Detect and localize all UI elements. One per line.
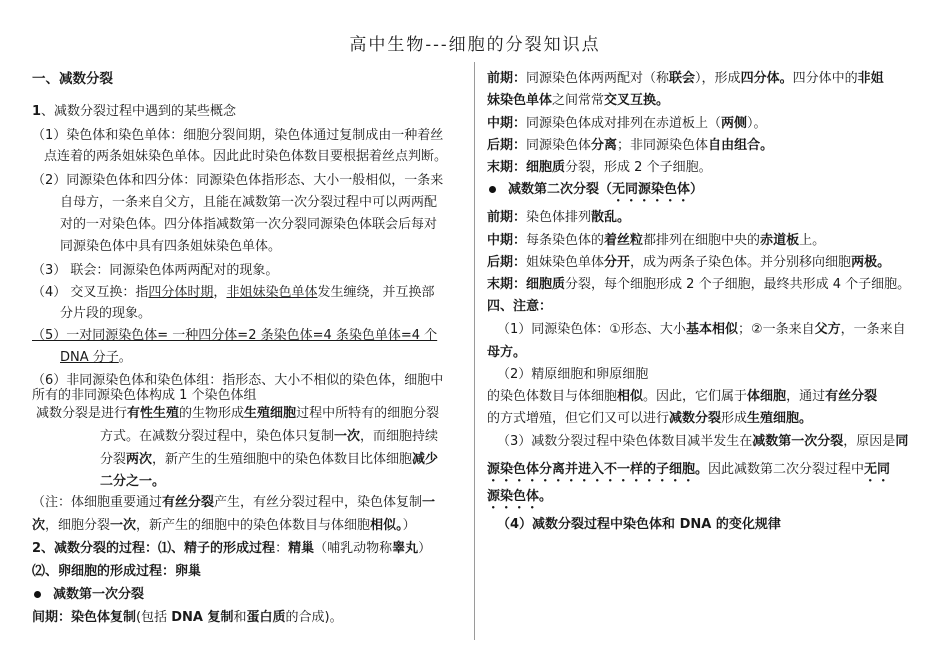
concept-4-nonsister: 非姐妹染色单体 <box>226 285 318 300</box>
anaphase-1-label: 后期： <box>487 138 527 153</box>
def-text-3: 过程中所特有的细胞分裂 <box>296 406 440 421</box>
separate-word: 分离 <box>591 138 618 153</box>
def-text-6: 分裂 <box>100 452 127 467</box>
def-germ-cell: 生殖细胞 <box>244 406 297 421</box>
r8-text-1: 姐妹染色单体 <box>526 255 605 270</box>
prophase-1-label: 前期： <box>487 71 527 86</box>
r5-text: 分裂，形成 2 个子细胞。 <box>565 160 712 175</box>
note-3-line-1 <box>497 433 908 451</box>
metaphase-1-label: 中期： <box>487 116 527 131</box>
concept-2-line-3: 对的一对染色体。四分体指减数第一次分裂同源染色体联会后每对 <box>60 217 438 232</box>
note-line-2 <box>32 517 416 535</box>
sperm-formation: ⑴、精子的形成过程 <box>158 541 276 556</box>
note-1-line-1 <box>497 321 906 339</box>
telophase-2-label: 末期： <box>487 277 527 292</box>
n2-text-3: ，通过 <box>786 389 826 404</box>
concept-6-line-1: （6）非同源染色体和染色体组：指形态、大小不相似的染色体，细胞中 <box>32 373 444 388</box>
meiosis-two-label: 减数第二次分裂（ <box>508 182 613 197</box>
meiosis-definition-line-3 <box>100 451 438 469</box>
concepts-heading-text: 、减数分裂过程中遇到的某些概念 <box>41 104 237 119</box>
tetrad-word: 四分体。 <box>740 71 793 86</box>
similar-word: 相似 <box>617 389 644 404</box>
egg-formation <box>32 563 201 581</box>
homologous-separate: 源染色体分离并进入不一样的子细胞。 <box>487 462 709 477</box>
note-text-4: ，新产生的细胞中的染色体数目与体细胞 <box>136 518 371 533</box>
concept-4-line-1 <box>32 284 434 302</box>
anaphase-1 <box>487 137 773 155</box>
def-reduce: 减少 <box>412 452 439 467</box>
r3-text: 同源染色体成对排列在赤道板上（ <box>526 116 722 131</box>
concept-2-line-2: 自母方，一条来自父方，且能在减数第一次分裂过程中可以两两配 <box>60 195 438 210</box>
mammal-note-close: ） <box>418 541 432 556</box>
bullet-icon <box>34 591 41 598</box>
mitosis-word: 有丝分裂 <box>825 389 878 404</box>
interphase-text-1: (包括 <box>136 610 172 625</box>
interphase-and: 和 <box>233 610 247 625</box>
metaphase-2 <box>487 232 825 250</box>
homologous-start: 同 <box>895 434 909 449</box>
note-3-line-2 <box>487 461 890 485</box>
equator-word: 赤道板 <box>760 233 800 248</box>
def-half: 二分之一。 <box>100 474 166 489</box>
bullet-icon <box>489 186 496 193</box>
no-homologous-word: 无同源染色体 <box>612 182 691 197</box>
cytoplasm-word: 细胞质 <box>526 160 566 175</box>
note-once: 一次 <box>110 518 137 533</box>
r2-text: 之间常常 <box>552 93 605 108</box>
meiosis-two-close: ） <box>690 182 704 197</box>
father-word: 父方 <box>814 322 841 337</box>
def-text-4: 方式。在减数分裂过程中，染色体只复制 <box>100 429 335 444</box>
concept-2-line-4: 同源染色体中具有四条姐妹染色单体。 <box>60 239 282 254</box>
scattered-word: 散乱。 <box>591 210 631 225</box>
concepts-number: 1 <box>32 104 42 119</box>
concept-1-line-1: （1）染色体和染色单体：细胞分裂间期，染色体通过复制成由一种着丝 <box>32 128 444 143</box>
split-word: 分开 <box>604 255 631 270</box>
crossing-over-word: 交叉互换。 <box>604 93 670 108</box>
page-title: 高中生物---细胞的分裂知识点 <box>349 35 601 55</box>
somatic-word: 体细胞 <box>747 389 787 404</box>
telophase-1 <box>487 159 712 177</box>
note-one: 一 <box>422 495 436 510</box>
r3-end: ）。 <box>747 116 767 131</box>
concept-1-line-2: 点连着的两条姐妹染色单体。因此此时染色体数目要根据着丝点判断。 <box>44 149 448 164</box>
testis-word: 精巢 <box>288 541 315 556</box>
note-line-1 <box>32 494 435 512</box>
r4-text-2: ；非同源染色体 <box>617 138 709 153</box>
def-sexual-reproduction: 有性生殖 <box>127 406 180 421</box>
concept-4-line-2: 分片段的现象。 <box>60 306 152 321</box>
synapsis-word: 联会 <box>669 71 696 86</box>
interphase-line <box>32 609 343 627</box>
prophase-2-label: 前期： <box>487 210 527 225</box>
metaphase-1 <box>487 115 767 133</box>
concept-3: （3） 联会：同源染色体两两配对的现象。 <box>32 263 279 278</box>
n1-text-3: ，一条来自 <box>840 322 906 337</box>
anaphase-2 <box>487 254 890 272</box>
prophase-1-line-1 <box>487 70 884 88</box>
note-2-line-1: （2）精原细胞和卵原细胞 <box>497 367 649 382</box>
note-mitosis: 有丝分裂 <box>162 495 215 510</box>
chromosome-replication: 染色体复制 <box>71 610 137 625</box>
no-homologous-start: 无同 <box>864 462 891 477</box>
basically-similar-word: 基本相似 <box>685 322 738 337</box>
concept-4-text: （4） 交叉互换：指 <box>32 285 149 300</box>
column-divider <box>474 62 475 640</box>
poles-word: 两极。 <box>851 255 891 270</box>
r8-text-2: ，成为两条子染色体。并分别移向细胞 <box>630 255 852 270</box>
meiosis-one-heading <box>32 586 144 604</box>
concept-5-end: 。 <box>118 350 132 365</box>
r9-text: 分裂，每个细胞形成 2 个子细胞，最终共形成 4 个子细胞。 <box>565 277 911 292</box>
both-sides-word: 两侧 <box>721 116 748 131</box>
process-colon: ： <box>275 541 289 556</box>
cytoplasm-word-2: 细胞质 <box>526 277 566 292</box>
note-close: ） <box>402 518 416 533</box>
mother-word: 母方。 <box>487 345 527 360</box>
concept-6-line-2: 所有的非同源染色体构成 1 个染色体组 <box>32 388 257 403</box>
dna-molecule-text: DNA 分子 <box>60 350 119 365</box>
r7-text-2: 都排列在细胞中央的 <box>643 233 761 248</box>
n3-text-1: （3）减数分裂过程中染色体数目减半发生在 <box>497 434 753 449</box>
concepts-heading <box>32 103 236 121</box>
r6-text: 染色体排列 <box>526 210 592 225</box>
first-division-word: 减数第一次分裂 <box>752 434 844 449</box>
meiosis-definition-line-1 <box>36 405 439 423</box>
n2-text-5: 形成 <box>721 411 748 426</box>
note-4 <box>497 516 781 534</box>
free-combination-word: 自由组合。 <box>708 138 774 153</box>
concept-5-line-1: （5）一对同源染色体= 一种四分体=2 条染色体=4 条染色单体=4 个 <box>32 328 438 343</box>
concept-2-line-1: （2）同源染色体和四分体：同源染色体指形态、大小一般相似，一条来 <box>32 173 444 188</box>
mammal-note: （哺乳动物称 <box>314 541 393 556</box>
n2-text-4: 的方式增殖，但它们又可以进行 <box>487 411 670 426</box>
n3-text-2: ，原因是 <box>843 434 896 449</box>
n3-text-3: 因此减数第二次分裂过程中 <box>708 462 865 477</box>
no-homologous-end: 源染色体。 <box>487 489 553 504</box>
r1-text-2: ），形成 <box>695 71 741 86</box>
def-text-5: ，而细胞持续 <box>360 429 439 444</box>
r1-text-1: 同源染色体两两配对（称 <box>526 71 670 86</box>
telophase-2 <box>487 276 910 294</box>
meiosis-one-label: 减数第一次分裂 <box>53 587 145 602</box>
germ-cell-word: 生殖细胞。 <box>747 411 813 426</box>
note-text-2: 产生，有丝分裂过程中，染色体复制 <box>214 495 423 510</box>
r1-text-3: 四分体中的 <box>792 71 858 86</box>
protein-word: 蛋白质 <box>246 610 286 625</box>
meiosis-word: 减数分裂 <box>669 411 722 426</box>
prophase-2 <box>487 209 630 227</box>
dna-replication: DNA 复制 <box>171 610 234 625</box>
egg-formation-text: ⑵、卵细胞的形成过程：卵巢 <box>32 564 202 579</box>
def-text-2: 的生物形成 <box>179 406 245 421</box>
def-once: 一次 <box>334 429 361 444</box>
process-title: 2、减数分裂的过程： <box>32 541 159 556</box>
note-4-text: （4）减数分裂过程中染色体和 DNA 的变化规律 <box>497 517 781 532</box>
r7-end: 上。 <box>799 233 826 248</box>
r4-text-1: 同源染色体 <box>526 138 592 153</box>
concept-4-comma: ， <box>213 285 227 300</box>
concept-4-tetrad-period: 四分体时期 <box>148 285 214 300</box>
n2-text-2: 。因此，它们属于 <box>643 389 748 404</box>
def-text-1: 减数分裂是进行 <box>36 406 128 421</box>
meiosis-two-heading <box>487 181 703 205</box>
testicle-word: 睾丸 <box>392 541 419 556</box>
process-heading <box>32 540 431 558</box>
note-text-1: （注：体细胞重要通过 <box>32 495 163 510</box>
telophase-1-label: 末期： <box>487 160 527 175</box>
note-1-line-2 <box>487 344 526 362</box>
note-times: 次 <box>32 518 46 533</box>
non-sister-2: 妹染色单体 <box>487 93 553 108</box>
anaphase-2-label: 后期： <box>487 255 527 270</box>
n2-text-1: 的染色体数目与体细胞 <box>487 389 618 404</box>
centromere-word: 着丝粒 <box>604 233 644 248</box>
metaphase-2-label: 中期： <box>487 233 527 248</box>
notes-heading <box>487 298 552 316</box>
section-heading-meiosis: 一、减数分裂 <box>32 71 113 87</box>
meiosis-definition-line-4 <box>100 473 165 491</box>
note-2-line-2 <box>487 388 877 406</box>
prophase-1-line-2 <box>487 92 669 110</box>
def-twice: 两次 <box>126 452 153 467</box>
n1-text-2: ；②一条来自 <box>737 322 815 337</box>
interphase-text-2: 的合成)。 <box>285 610 343 625</box>
notes-heading-text: 四、注意： <box>487 299 553 314</box>
concept-4-text-end: 发生缠绕，并互换部 <box>317 285 435 300</box>
non-sister-1: 非姐 <box>857 71 884 86</box>
note-3-line-3 <box>487 488 552 512</box>
interphase-label: 间期： <box>32 610 72 625</box>
concept-5-line-2 <box>60 349 132 367</box>
note-2-line-3 <box>487 410 812 428</box>
def-text-7: ，新产生的生殖细胞中的染色体数目比体细胞 <box>152 452 413 467</box>
r7-text-1: 每条染色体的 <box>526 233 605 248</box>
meiosis-definition-line-2 <box>100 428 438 446</box>
note-same: 相似。 <box>370 518 403 533</box>
n1-text-1: （1）同源染色体：①形态、大小 <box>497 322 686 337</box>
note-text-3: ，细胞分裂 <box>45 518 111 533</box>
